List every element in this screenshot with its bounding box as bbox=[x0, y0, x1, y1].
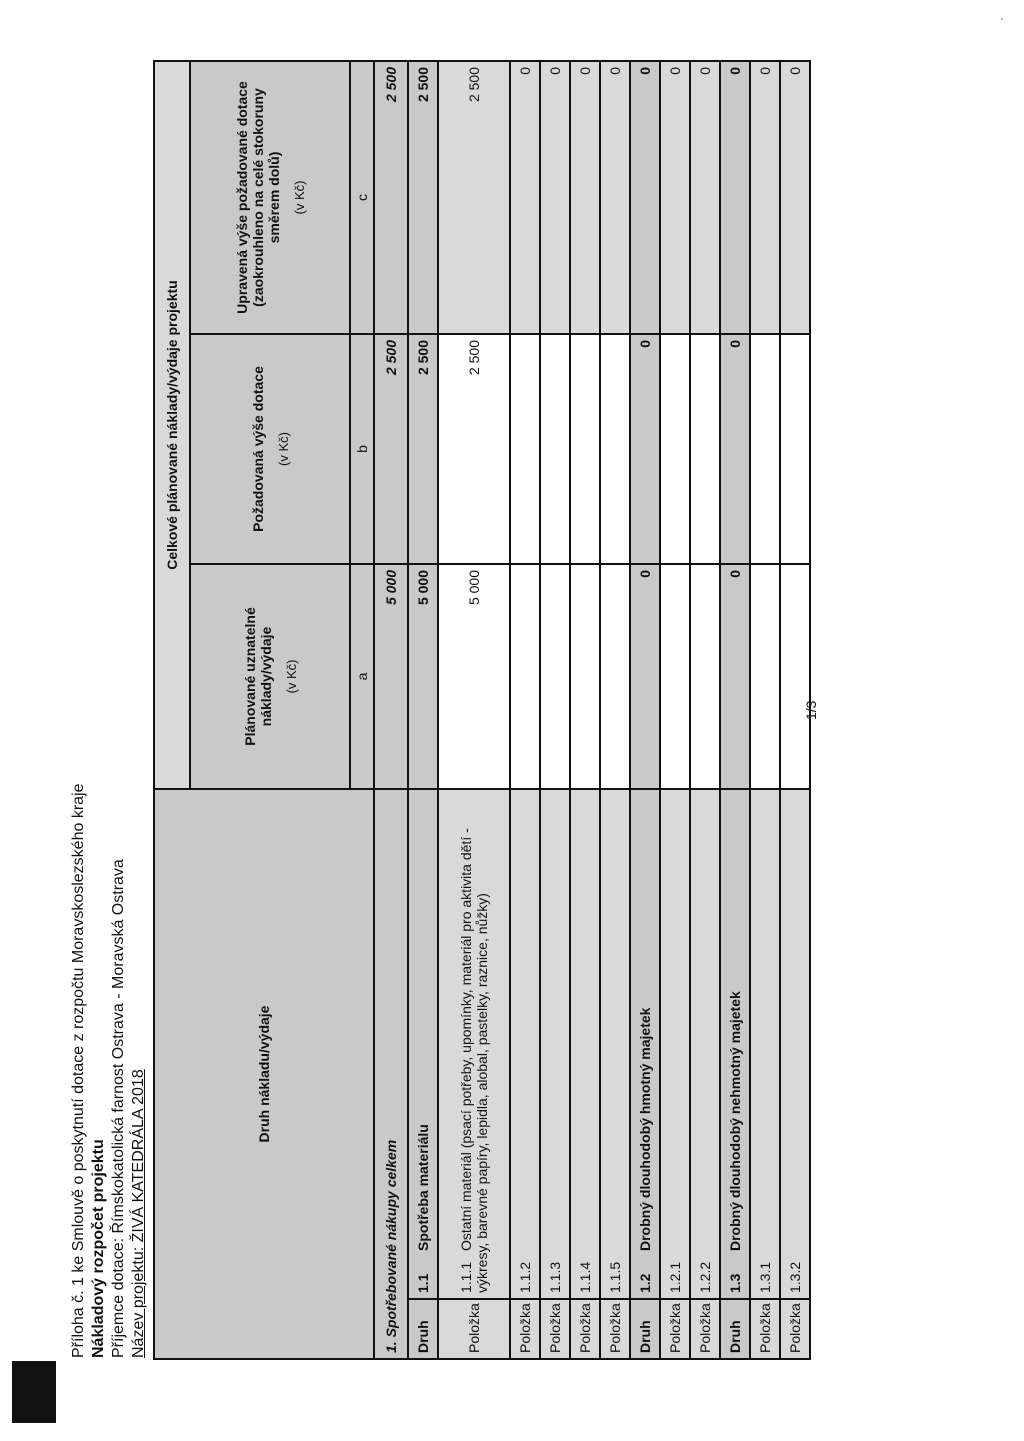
row-value-c: 0 bbox=[630, 61, 660, 334]
row-value-b: 2 500 bbox=[438, 334, 510, 564]
row-type: Druh bbox=[720, 1299, 750, 1359]
total-row bbox=[374, 61, 408, 1359]
row-code: 1.1.3 bbox=[547, 1261, 563, 1293]
column-header-c: Upravená výše požadované dotace (zaokrouhleno na celé stokoruny směrem dolů) (v Kč) bbox=[190, 61, 350, 334]
row-value-a bbox=[540, 564, 570, 789]
total-c: 2 500 bbox=[374, 61, 408, 334]
item-row bbox=[600, 61, 630, 1359]
column-letter-b: b bbox=[350, 334, 374, 564]
row-value-a: 5 000 bbox=[438, 564, 510, 789]
item-row bbox=[540, 61, 570, 1359]
total-b: 2 500 bbox=[374, 334, 408, 564]
row-value-a bbox=[780, 564, 810, 789]
row-code: 1.2.2 bbox=[697, 1261, 713, 1293]
row-value-b bbox=[570, 334, 600, 564]
row-value-b bbox=[780, 334, 810, 564]
row-code: 1.2 bbox=[637, 1273, 653, 1293]
category-row bbox=[630, 61, 660, 1359]
row-value-a bbox=[600, 564, 630, 789]
column-letter-c: c bbox=[350, 61, 374, 334]
row-description bbox=[630, 789, 660, 1299]
row-type: Položka bbox=[690, 1299, 720, 1359]
row-value-a bbox=[510, 564, 540, 789]
row-value-c: 0 bbox=[690, 61, 720, 334]
row-name: Ostatní materiál (psací potřeby, upomínky, materiál pro aktivita dětí - výkresy, barevné papíry, lepidla, alobal, pastelky, raznice, nůžky) bbox=[458, 828, 490, 1293]
row-value-c: 0 bbox=[540, 61, 570, 334]
main-header: Druh nákladu/výdaje bbox=[154, 789, 374, 1359]
row-value-c: 0 bbox=[750, 61, 780, 334]
row-code: 1.1.2 bbox=[517, 1261, 533, 1293]
rotated-page bbox=[68, 60, 828, 1360]
row-code: 1.1.4 bbox=[577, 1261, 593, 1293]
row-value-b bbox=[600, 334, 630, 564]
column-letter-a: a bbox=[350, 564, 374, 789]
row-type: Položka bbox=[540, 1299, 570, 1359]
row-value-c: 2 500 bbox=[438, 61, 510, 334]
item-row bbox=[690, 61, 720, 1359]
row-value-c: 0 bbox=[660, 61, 690, 334]
row-type: Položka bbox=[780, 1299, 810, 1359]
row-type: Položka bbox=[600, 1299, 630, 1359]
row-code: 1.2.1 bbox=[667, 1261, 683, 1293]
item-row bbox=[438, 61, 510, 1359]
row-value-c: 0 bbox=[570, 61, 600, 334]
row-value-c: 2 500 bbox=[408, 61, 438, 334]
redaction-block bbox=[12, 1361, 56, 1423]
item-row bbox=[570, 61, 600, 1359]
row-description bbox=[690, 789, 720, 1299]
row-code: 1.3 bbox=[727, 1273, 743, 1293]
row-value-c: 0 bbox=[600, 61, 630, 334]
row-value-a: 0 bbox=[720, 564, 750, 789]
item-row bbox=[660, 61, 690, 1359]
row-type: Druh bbox=[630, 1299, 660, 1359]
row-code: 1.1.5 bbox=[607, 1261, 623, 1293]
row-value-b bbox=[510, 334, 540, 564]
category-row bbox=[408, 61, 438, 1359]
row-description bbox=[660, 789, 690, 1299]
row-code: 1.3.1 bbox=[757, 1261, 773, 1293]
row-name: Spotřeba materiálu bbox=[415, 1124, 431, 1251]
total-label: 1. Spotřebované nákupy celkem bbox=[374, 789, 408, 1359]
row-type: Položka bbox=[660, 1299, 690, 1359]
row-value-b bbox=[540, 334, 570, 564]
row-value-b: 0 bbox=[630, 334, 660, 564]
row-value-c: 0 bbox=[780, 61, 810, 334]
row-value-a bbox=[690, 564, 720, 789]
total-a: 5 000 bbox=[374, 564, 408, 789]
row-name: Drobný dlouhodobý hmotný majetek bbox=[637, 1007, 653, 1251]
row-value-b: 0 bbox=[720, 334, 750, 564]
row-description bbox=[750, 789, 780, 1299]
row-description bbox=[540, 789, 570, 1299]
item-row bbox=[750, 61, 780, 1359]
group-header: Celkové plánované náklady/výdaje projektu bbox=[154, 61, 190, 789]
column-header-b: Požadovaná výše dotace (v Kč) bbox=[190, 334, 350, 564]
row-value-b bbox=[750, 334, 780, 564]
column-header-a: Plánované uznatelné náklady/výdaje (v Kč) bbox=[190, 564, 350, 789]
row-value-a: 0 bbox=[630, 564, 660, 789]
scan-speck: ` bbox=[1000, 16, 1004, 30]
row-type: Druh bbox=[408, 1299, 438, 1359]
row-value-b bbox=[690, 334, 720, 564]
row-value-a bbox=[660, 564, 690, 789]
row-value-c: 0 bbox=[720, 61, 750, 334]
row-value-b bbox=[660, 334, 690, 564]
row-description bbox=[720, 789, 750, 1299]
row-description bbox=[780, 789, 810, 1299]
recipient-line: Příjemce dotace: Římskokatolická farnost Ostrava - Moravská Ostrava bbox=[110, 859, 127, 1358]
row-type: Položka bbox=[570, 1299, 600, 1359]
row-name: Drobný dlouhodobý nehmotný majetek bbox=[727, 991, 743, 1251]
row-code: 1.3.2 bbox=[787, 1261, 803, 1293]
row-description bbox=[570, 789, 600, 1299]
row-description bbox=[408, 789, 438, 1299]
row-value-c: 0 bbox=[510, 61, 540, 334]
row-description bbox=[510, 789, 540, 1299]
row-value-a bbox=[750, 564, 780, 789]
page-number: 1/3 bbox=[803, 700, 819, 720]
row-description bbox=[438, 789, 510, 1299]
annex-line: Příloha č. 1 ke Smlouvě o poskytnutí dotace z rozpočtu Moravskoslezského kraje bbox=[70, 783, 87, 1358]
row-value-b: 2 500 bbox=[408, 334, 438, 564]
row-description bbox=[600, 789, 630, 1299]
project-line: Název projektu: ŽIVÁ KATEDRÁLA 2018 bbox=[130, 1069, 147, 1358]
budget-table bbox=[153, 60, 811, 1360]
category-row bbox=[720, 61, 750, 1359]
document-title: Nákladový rozpočet projektu bbox=[90, 1139, 107, 1358]
row-value-a: 5 000 bbox=[408, 564, 438, 789]
row-type: Položka bbox=[438, 1299, 510, 1359]
row-value-a bbox=[570, 564, 600, 789]
row-type: Položka bbox=[510, 1299, 540, 1359]
row-code: 1.1 bbox=[415, 1273, 431, 1293]
item-row bbox=[510, 61, 540, 1359]
row-type: Položka bbox=[750, 1299, 780, 1359]
row-code: 1.1.1 bbox=[458, 1261, 474, 1293]
